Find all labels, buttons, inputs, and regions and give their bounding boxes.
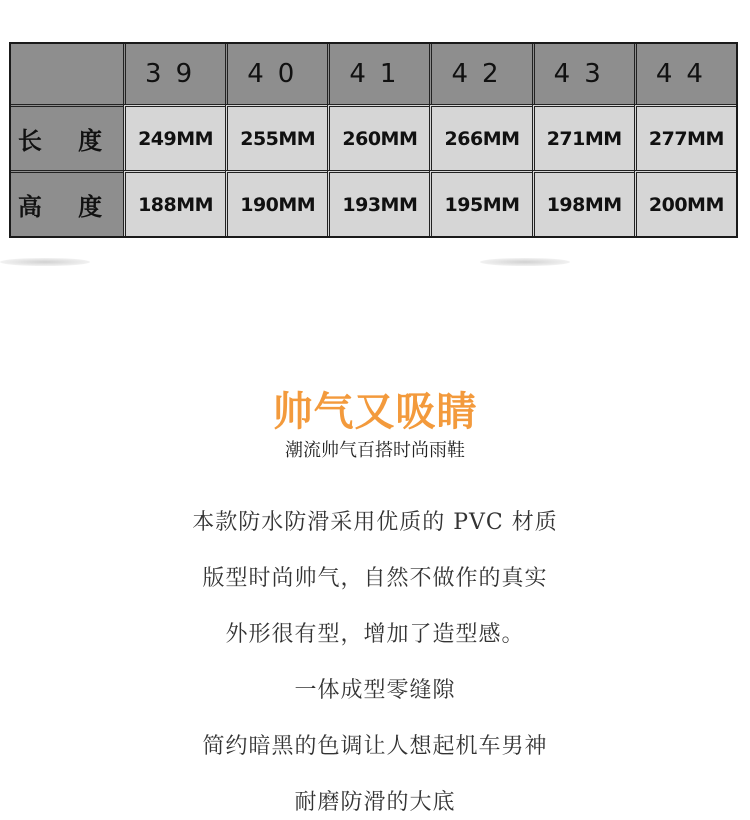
row-label-height: 高 度 — [11, 170, 123, 236]
size-header-cell: 43 — [532, 44, 634, 104]
table-cell: 195MM — [429, 170, 531, 236]
table-cell: 188MM — [123, 170, 225, 236]
description-line: 一体成型零缝隙 — [294, 678, 456, 703]
description-line: 耐磨防滑的大底 — [294, 790, 456, 815]
table-cell: 249MM — [123, 104, 225, 170]
table-cell: 271MM — [532, 104, 634, 170]
table-corner-cell — [11, 44, 123, 104]
drop-shadow-right — [480, 258, 570, 266]
size-header-cell: 42 — [429, 44, 531, 104]
promo-title: 帅气又吸睛 — [272, 389, 478, 435]
table-cell: 198MM — [532, 170, 634, 236]
description-line: 版型时尚帅气，自然不做作的真实 — [202, 566, 548, 591]
size-header-row — [11, 44, 736, 104]
description-line: 外形很有型，增加了造型感。 — [225, 622, 525, 647]
table-cell: 277MM — [634, 104, 736, 170]
table-cell: 190MM — [225, 170, 327, 236]
description-line: 本款防水防滑采用优质的 PVC 材质 — [192, 510, 558, 535]
length-row — [11, 104, 736, 170]
table-cell: 260MM — [327, 104, 429, 170]
table-cell: 255MM — [225, 104, 327, 170]
height-row — [11, 170, 736, 236]
row-label-length: 长 度 — [11, 104, 123, 170]
promo-subtitle: 潮流帅气百搭时尚雨鞋 — [285, 440, 465, 461]
table-cell: 193MM — [327, 170, 429, 236]
description-line: 简约暗黑的色调让人想起机车男神 — [202, 734, 548, 759]
drop-shadow-left — [0, 258, 90, 266]
size-header-cell: 39 — [123, 44, 225, 104]
size-header-cell: 44 — [634, 44, 736, 104]
size-header-cell: 41 — [327, 44, 429, 104]
table-cell: 266MM — [429, 104, 531, 170]
table-cell: 200MM — [634, 170, 736, 236]
size-chart-table — [9, 42, 738, 238]
size-header-cell: 40 — [225, 44, 327, 104]
